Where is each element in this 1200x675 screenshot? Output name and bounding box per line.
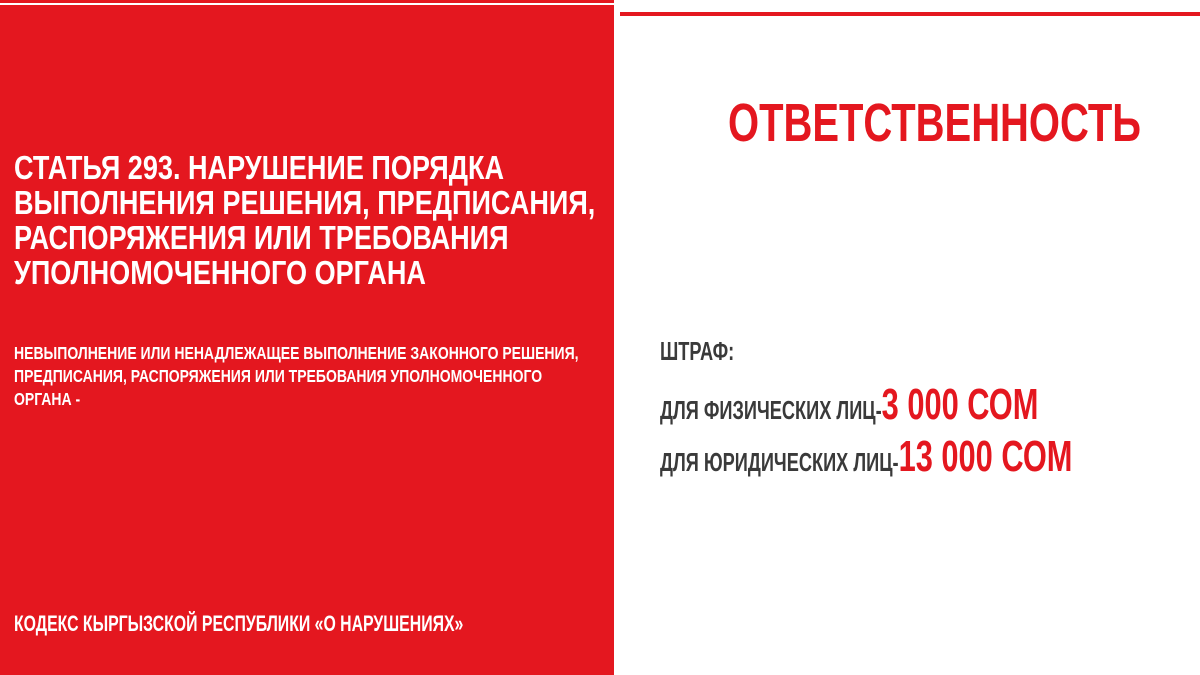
code-name: КОДЕКС КЫРГЫЗСКОЙ РЕСПУБЛИКИ «О НАРУШЕНИЯХ» [14, 611, 464, 636]
article-description: НЕВЫПОЛНЕНИЕ ИЛИ НЕНАДЛЕЖАЩЕЕ ВЫПОЛНЕНИЕ ЗАКОННОГО РЕШЕНИЯ, ПРЕДПИСАНИЯ, РАСПОРЯЖЕНИЯ ИЛИ ТРЕБОВАНИЯ УПОЛНОМОЧЕННОГО ОРГАНА - [14, 343, 579, 409]
article-title: СТАТЬЯ 293. НАРУШЕНИЕ ПОРЯДКА ВЫПОЛНЕНИЯ РЕШЕНИЯ, ПРЕДПИСАНИЯ, РАСПОРЯЖЕНИЯ ИЛИ ТРЕБОВАНИЯ УПОЛНОМОЧЕННОГО ОРГАНА [14, 149, 596, 291]
fine-amount-legal-entities: 13 000 СОМ [898, 432, 1073, 481]
responsibility-title: ОТВЕТСТВЕННОСТЬ [728, 93, 1141, 153]
fine-row-legal-entities [660, 432, 1073, 484]
fine-label: ШТРАФ: [660, 336, 735, 366]
fine-amount-individuals: 3 000 СОМ [881, 380, 1039, 429]
top-divider-left [0, 0, 614, 5]
fine-category-legal-entities: ДЛЯ ЮРИДИЧЕСКИХ ЛИЦ- [660, 447, 899, 477]
top-divider-right [620, 12, 1200, 16]
fine-category-individuals: ДЛЯ ФИЗИЧЕСКИХ ЛИЦ- [660, 395, 882, 425]
fine-row-individuals [660, 380, 1039, 432]
